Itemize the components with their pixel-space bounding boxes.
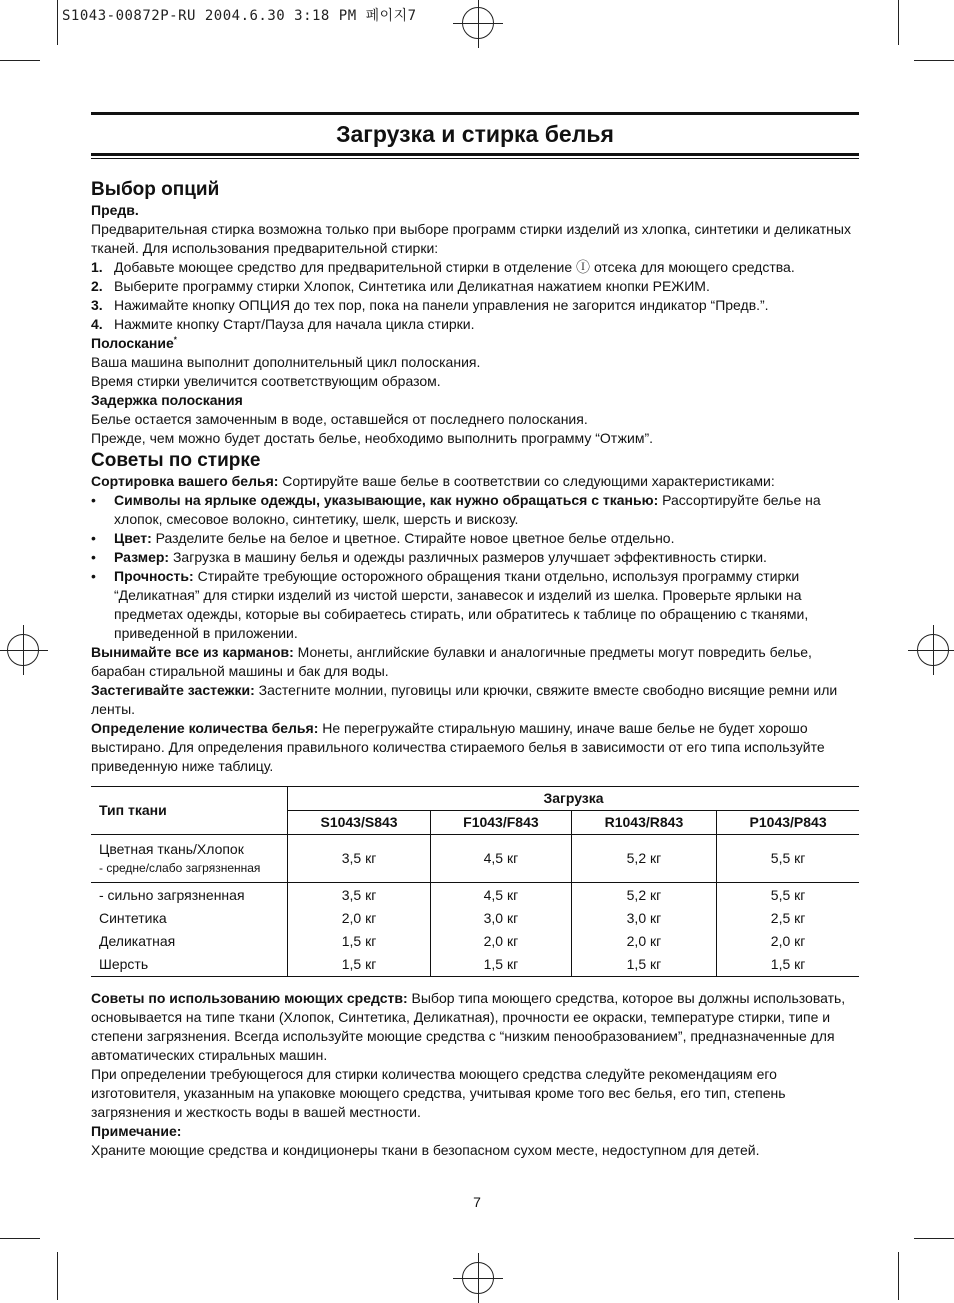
- crop-mark: [914, 1238, 954, 1239]
- rinse-hold-text: Прежде, чем можно будет достать белье, необходимо выполнить программу “Отжим”.: [91, 430, 653, 446]
- crop-mark: [898, 0, 899, 45]
- table-header-model: R1043/R843: [571, 811, 716, 835]
- amount-paragraph: Определение количества белья: Не перегружайте стиральную машину, иначе ваше белье не будет хорошо выстирано. Для определения правильного количества стираемого белья в зависимости от его типа используйте приведенную ниже таблицу.: [91, 720, 825, 774]
- table-row: Деликатная 1,5 кг 2,0 кг 2,0 кг 2,0 кг: [91, 930, 859, 953]
- crop-mark: [914, 60, 954, 61]
- tips-heading: Советы по стирке: [91, 450, 261, 471]
- page-content: [91, 112, 859, 1160]
- prewash-text: Предварительная стирка возможна только при выборе программ стирки изделий из хлопка, синтетики и деликатных тканей. Для использования предварительной стирки:: [91, 221, 851, 256]
- options-heading: Выбор опций: [91, 179, 220, 200]
- prewash-steps: [91, 258, 859, 334]
- detergent-paragraph-2: При определении требующегося для стирки количества моющего средства следуйте рекомендациям его изготовителя, указанным на упаковке моющего средства, учитывая кроме того вес белья, его тип, степень загрязнения и жесткость воды в вашей местности.: [91, 1066, 786, 1120]
- table-header-load: Загрузка: [288, 787, 860, 811]
- table-header-type: Тип ткани: [91, 787, 288, 835]
- table-row: Синтетика 2,0 кг 3,0 кг 3,0 кг 2,5 кг: [91, 907, 859, 930]
- fasten-paragraph: Застегивайте застежки: Застегните молнии, пуговицы или крючки, свяжите вместе свободно висящие ремни или ленты.: [91, 682, 838, 717]
- rinse-label: Полоскание*: [91, 335, 177, 351]
- note-label: Примечание:: [91, 1123, 182, 1139]
- table-header-model: F1043/F843: [431, 811, 572, 835]
- list-item: 1. Добавьте моющее средство для предварительной стирки в отделение Ⓘ отсека для моющего средства.: [91, 259, 795, 275]
- page-number: 7: [473, 1194, 481, 1210]
- registration-mark: [917, 634, 949, 666]
- sort-bullets: [91, 491, 859, 643]
- note-text: Храните моющие средства и кондиционеры ткани в безопасном сухом месте, недоступном для детей.: [91, 1142, 760, 1158]
- title-rule-top: [91, 112, 859, 115]
- list-item: • Размер: Загрузка в машину белья и одежды различных размеров улучшает эффективность стирки.: [91, 549, 767, 565]
- list-item: • Прочность: Стирайте требующие осторожного обращения ткани отдельно, используя программу стирки “Деликатная” для стирки изделий из чистой шерсти, занавесок и изделий из шелка. Проверьте ярлыки на предметах одежды, которые вы собираетесь стирать, или обратитесь к таблице по обращению с тканями, приведенной в приложении.: [91, 568, 809, 641]
- table-row: Цветная ткань/Хлопок - средне/слабо загрязненная 3,5 кг 4,5 кг 5,2 кг 5,5 кг: [91, 835, 859, 883]
- detergent-paragraph: Советы по использованию моющих средств: Выбор типа моющего средства, которое вы должны использовать, основывается на типе ткани (Хлопок, Синтетика, Деликатная), прочности ее окраски, температуре стирки, типе и степени загрязнения. Всегда используйте моющие средства с “низким пенообразованием”, предназначенные для автоматических стиральных машин.: [91, 990, 846, 1063]
- list-item: 2. Выберите программу стирки Хлопок, Синтетика или Деликатная нажатием кнопки РЕЖИМ.: [91, 278, 710, 294]
- list-item: • Цвет: Разделите белье на белое и цветное. Стирайте новое цветное белье отдельно.: [91, 530, 675, 546]
- table-header-model: S1043/S843: [288, 811, 431, 835]
- list-item: 4. Нажмите кнопку Старт/Пауза для начала цикла стирки.: [91, 316, 475, 332]
- print-header: S1043-00872P-RU 2004.6.30 3:18 PM 페이지7: [62, 8, 417, 24]
- list-item: 3. Нажимайте кнопку ОПЦИЯ до тех пор, пока на панели управления не загорится индикатор “Предв.”.: [91, 297, 769, 313]
- prewash-label: Предв.: [91, 202, 139, 218]
- pockets-paragraph: Вынимайте все из карманов: Монеты, английские булавки и аналогичные предметы могут повредить белье, барабан стиральной машины и бак для воды.: [91, 644, 812, 679]
- registration-mark: [7, 634, 39, 666]
- rinse-hold-text: Белье остается замоченным в воде, оставшейся от последнего полоскания.: [91, 411, 588, 427]
- table-row: Шерсть 1,5 кг 1,5 кг 1,5 кг 1,5 кг: [91, 953, 859, 977]
- rinse-hold-label: Задержка полоскания: [91, 392, 243, 408]
- table-header-model: P1043/P843: [717, 811, 859, 835]
- table-row: - сильно загрязненная 3,5 кг 4,5 кг 5,2 кг 5,5 кг: [91, 883, 859, 908]
- list-item: • Символы на ярлыке одежды, указывающие, как нужно обращаться с тканью: Рассортируйте белье на хлопок, смесовое волокно, синтетику, шелк, шерсть и вискозу.: [91, 492, 821, 527]
- crop-mark: [0, 60, 40, 61]
- rinse-text: Время стирки увеличится соответствующим образом.: [91, 373, 441, 389]
- registration-mark: [462, 7, 494, 39]
- title-rule-bottom: [91, 153, 859, 156]
- crop-mark: [0, 1238, 40, 1239]
- load-table: [91, 786, 859, 977]
- sort-paragraph: Сортировка вашего белья: Сортируйте ваше белье в соответствии со следующими характеристиками:: [91, 473, 775, 489]
- crop-mark: [57, 0, 58, 45]
- registration-mark: [462, 1262, 494, 1294]
- page-title: Загрузка и стирка белья: [336, 121, 614, 147]
- rinse-text: Ваша машина выполнит дополнительный цикл полоскания.: [91, 354, 481, 370]
- crop-mark: [898, 1252, 899, 1300]
- crop-mark: [57, 1252, 58, 1300]
